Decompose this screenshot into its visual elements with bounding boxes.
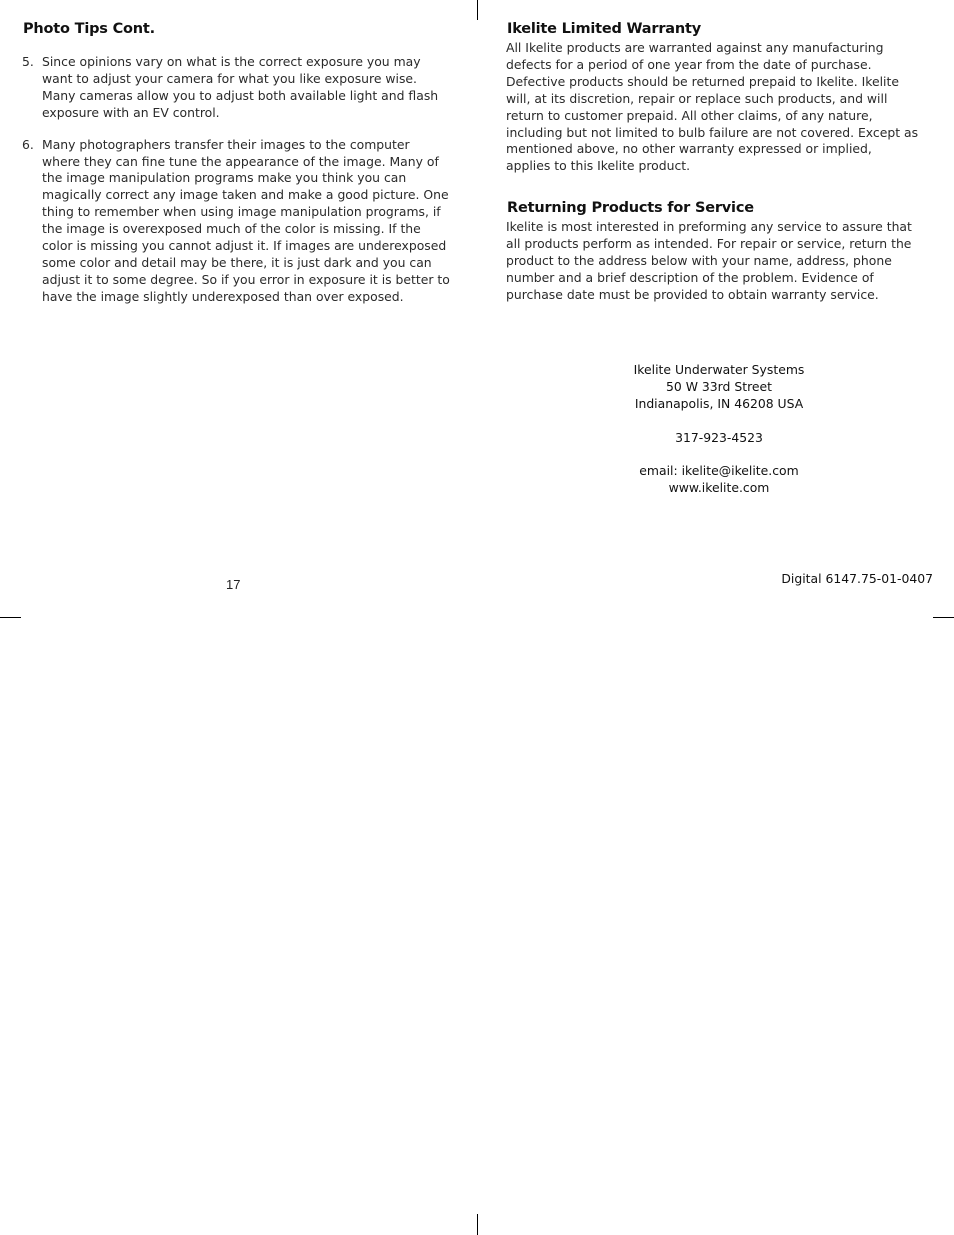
city-state-zip: Indianapolis, IN 46208 USA bbox=[634, 395, 804, 411]
phone-number: 317-923-4523 bbox=[675, 429, 763, 445]
street-address: 50 W 33rd Street bbox=[666, 378, 772, 394]
warranty-heading: Ikelite Limited Warranty bbox=[507, 21, 701, 37]
fold-mark-top bbox=[477, 0, 478, 20]
email-address: email: ikelite@ikelite.com bbox=[639, 463, 799, 479]
address-spacer bbox=[600, 447, 838, 464]
trim-mark-left bbox=[0, 617, 21, 618]
company-address bbox=[600, 362, 838, 497]
page-number: 17 bbox=[226, 577, 241, 592]
document-code: Digital 6147.75-01-0407 bbox=[781, 571, 933, 586]
list-item bbox=[22, 137, 450, 306]
photo-tips-heading: Photo Tips Cont. bbox=[23, 21, 155, 37]
website-address: www.ikelite.com bbox=[668, 480, 770, 496]
service-heading: Returning Products for Service bbox=[507, 200, 754, 216]
address-spacer bbox=[600, 413, 838, 430]
tip-number: 5. bbox=[22, 54, 34, 69]
warranty-text: All Ikelite products are warranted against any manufacturing defects for a period of one year from the date of purchase. Defective products should be returned prepaid to Ikelite. Ikelite will, at its discretion, repair or replace such products, and will return to customer prepaid. All other claims, of any nature, including but not limited to bulb failure are not covered. Except as mentioned above, no other warranty expressed or implied, applies to this Ikelite product. bbox=[506, 40, 919, 174]
fold-mark-bottom bbox=[477, 1214, 478, 1235]
tip-text: Many photographers transfer their images to the computer where they can fine tune the appearance of the image. Many of the image manipulation programs make you think you can magically correct any image taken and make a good picture. One thing to remember when using image manipulation programs, if the image is overexposed much of the color is missing. If the color is missing you cannot adjust it. If images are underexposed some color and detail may be there, it is just dark and you can adjust it to some degree. So if you error in exposure it is better to have the image slightly underexposed than over exposed. bbox=[42, 136, 450, 304]
company-name: Ikelite Underwater Systems bbox=[633, 362, 805, 377]
tip-number: 6. bbox=[22, 136, 34, 152]
photo-tips-list bbox=[22, 54, 450, 321]
trim-mark-right bbox=[933, 617, 954, 618]
service-text: Ikelite is most interested in preforming any service to assure that all products perform as intended. For repair or service, return the product to the address below with your name, address, phone number and a brief description of the problem. Evidence of purchase date must be provided to obtain warranty service. bbox=[506, 219, 912, 302]
tip-text: Since opinions vary on what is the correct exposure you may want to adjust your camera for what you like exposure wise. Many cameras allow you to adjust both available light and flash exposure with an EV control. bbox=[42, 54, 439, 120]
list-item bbox=[22, 54, 450, 122]
